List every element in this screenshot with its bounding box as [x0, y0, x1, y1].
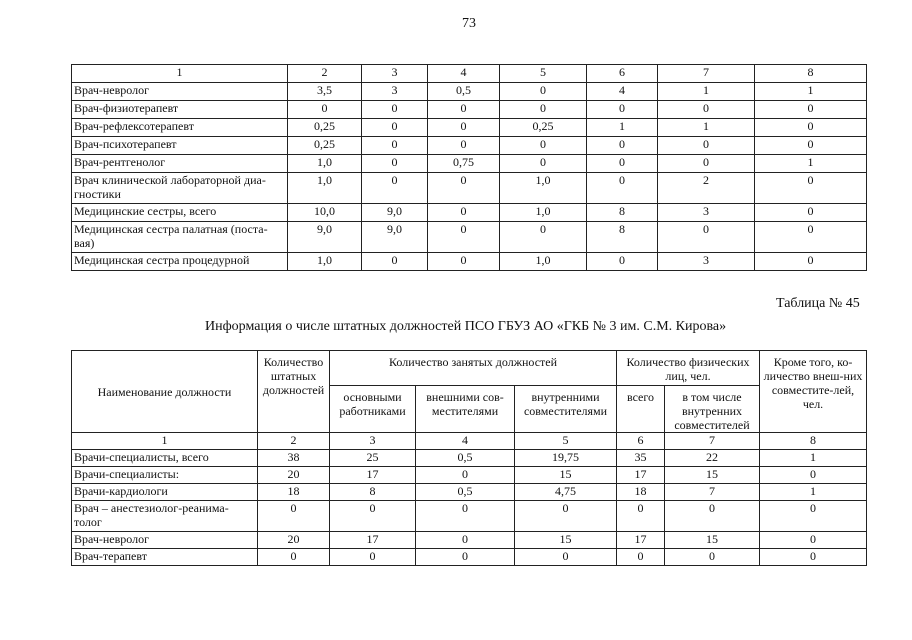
cell: 0	[416, 532, 515, 549]
cell: 0,5	[416, 484, 515, 501]
cell: 0	[288, 101, 362, 119]
cell: 0	[362, 173, 428, 204]
cell: 0	[500, 155, 587, 173]
cell: 7	[665, 484, 760, 501]
col-number: 8	[755, 65, 867, 83]
position-name: Врач-невролог	[72, 83, 288, 101]
cell: 0	[362, 137, 428, 155]
cell: 0	[428, 222, 500, 253]
col-number: 4	[428, 65, 500, 83]
cell: 0,75	[428, 155, 500, 173]
table-title: Информация о числе штатных должностей ПСО ГБУЗ АО «ГКБ № 3 им. С.М. Кирова»	[205, 319, 727, 334]
table-row	[72, 173, 867, 204]
header-including-internal: в том числе внутренних совместителей	[665, 386, 760, 433]
cell: 4,75	[515, 484, 617, 501]
cell: 4	[587, 83, 658, 101]
cell: 17	[617, 467, 665, 484]
cell: 0	[428, 204, 500, 222]
cell: 10,0	[288, 204, 362, 222]
header-external-besides: Кроме того, ко-личество внеш-них совместите-лей, чел.	[760, 351, 867, 433]
cell: 3,5	[288, 83, 362, 101]
cell: 0	[416, 549, 515, 566]
cell: 0,25	[500, 119, 587, 137]
cell: 0	[665, 501, 760, 532]
table-header-row	[72, 65, 867, 83]
table-caption: Таблица № 45	[776, 296, 860, 311]
col-number: 8	[760, 433, 867, 450]
header-physical-persons: Количество физических лиц, чел.	[617, 351, 760, 386]
position-name: Медицинская сестра палатная (поста-вая)	[72, 222, 288, 253]
cell: 0	[755, 173, 867, 204]
col-number: 3	[330, 433, 416, 450]
cell: 0	[587, 101, 658, 119]
cell: 1	[755, 83, 867, 101]
cell: 9,0	[362, 222, 428, 253]
table-row	[72, 83, 867, 101]
header-total: всего	[617, 386, 665, 433]
cell: 15	[665, 467, 760, 484]
cell: 0	[587, 137, 658, 155]
cell: 0,5	[416, 450, 515, 467]
cell: 1	[658, 119, 755, 137]
cell: 0	[428, 101, 500, 119]
cell: 0	[428, 119, 500, 137]
cell: 0	[755, 204, 867, 222]
table-row	[72, 549, 867, 566]
table-row	[72, 532, 867, 549]
col-number: 7	[665, 433, 760, 450]
table-row	[72, 222, 867, 253]
cell: 0	[760, 532, 867, 549]
header-internal-part-time: внутренними совместителями	[515, 386, 617, 433]
table-row	[72, 450, 867, 467]
position-name: Врачи-специалисты:	[72, 467, 258, 484]
position-name: Врач – анестезиолог-реанима-толог	[72, 501, 258, 532]
header-position-name: Наименование должности	[72, 351, 258, 433]
cell: 0	[760, 501, 867, 532]
position-name: Врачи-кардиологи	[72, 484, 258, 501]
cell: 0	[515, 549, 617, 566]
cell: 0	[617, 501, 665, 532]
cell: 8	[587, 222, 658, 253]
cell: 15	[515, 467, 617, 484]
table-row	[72, 253, 867, 271]
cell: 8	[587, 204, 658, 222]
position-name: Врач-рефлексотерапевт	[72, 119, 288, 137]
col-number: 1	[72, 65, 288, 83]
cell: 0	[658, 222, 755, 253]
cell: 35	[617, 450, 665, 467]
table-row	[72, 155, 867, 173]
table-header-row	[72, 351, 867, 386]
cell: 0,25	[288, 119, 362, 137]
cell: 0	[330, 501, 416, 532]
position-name: Медицинская сестра процедурной	[72, 253, 288, 271]
cell: 0	[330, 549, 416, 566]
cell: 0	[362, 119, 428, 137]
cell: 0	[760, 467, 867, 484]
col-number: 3	[362, 65, 428, 83]
cell: 1	[658, 83, 755, 101]
cell: 1,0	[288, 173, 362, 204]
cell: 0	[755, 253, 867, 271]
cell: 22	[665, 450, 760, 467]
cell: 8	[330, 484, 416, 501]
cell: 0	[500, 101, 587, 119]
col-number: 7	[658, 65, 755, 83]
cell: 0	[258, 501, 330, 532]
cell: 0	[258, 549, 330, 566]
cell: 0	[587, 253, 658, 271]
table-row	[72, 204, 867, 222]
header-external-part-time: внешними сов-местителями	[416, 386, 515, 433]
staff-positions-table	[71, 350, 867, 566]
cell: 1,0	[288, 155, 362, 173]
cell: 20	[258, 532, 330, 549]
cell: 2	[658, 173, 755, 204]
col-number: 5	[515, 433, 617, 450]
cell: 20	[258, 467, 330, 484]
cell: 0	[617, 549, 665, 566]
col-number: 4	[416, 433, 515, 450]
header-staff-positions: Количество штатных должностей	[258, 351, 330, 433]
position-name: Врач-психотерапевт	[72, 137, 288, 155]
cell: 15	[665, 532, 760, 549]
cell: 19,75	[515, 450, 617, 467]
cell: 17	[330, 467, 416, 484]
cell: 0	[665, 549, 760, 566]
cell: 0	[362, 253, 428, 271]
cell: 3	[658, 204, 755, 222]
cell: 17	[617, 532, 665, 549]
cell: 0	[755, 137, 867, 155]
col-number: 2	[258, 433, 330, 450]
cell: 1	[755, 155, 867, 173]
cell: 0	[755, 119, 867, 137]
position-name: Врач-рентгенолог	[72, 155, 288, 173]
table-row	[72, 467, 867, 484]
cell: 0,5	[428, 83, 500, 101]
cell: 0	[500, 83, 587, 101]
cell: 9,0	[362, 204, 428, 222]
position-name: Врач-невролог	[72, 532, 258, 549]
cell: 0	[515, 501, 617, 532]
cell: 0	[587, 155, 658, 173]
cell: 0	[755, 222, 867, 253]
cell: 1,0	[288, 253, 362, 271]
table-row	[72, 501, 867, 532]
cell: 3	[362, 83, 428, 101]
cell: 0	[658, 101, 755, 119]
header-occupied-positions: Количество занятых должностей	[330, 351, 617, 386]
cell: 18	[617, 484, 665, 501]
cell: 1	[760, 450, 867, 467]
cell: 0	[500, 222, 587, 253]
header-main-workers: основными работниками	[330, 386, 416, 433]
cell: 1,0	[500, 173, 587, 204]
cell: 38	[258, 450, 330, 467]
col-number: 6	[587, 65, 658, 83]
cell: 0	[428, 253, 500, 271]
position-name: Медицинские сестры, всего	[72, 204, 288, 222]
table-row	[72, 484, 867, 501]
cell: 0	[587, 173, 658, 204]
table-number-row	[72, 433, 867, 450]
cell: 0	[500, 137, 587, 155]
table-row	[72, 119, 867, 137]
cell: 0	[428, 137, 500, 155]
position-name: Врач-физиотерапевт	[72, 101, 288, 119]
cell: 1,0	[500, 253, 587, 271]
cell: 0	[755, 101, 867, 119]
cell: 3	[658, 253, 755, 271]
cell: 0	[428, 173, 500, 204]
cell: 0	[760, 549, 867, 566]
cell: 25	[330, 450, 416, 467]
page-number: 73	[462, 16, 476, 31]
cell: 0,25	[288, 137, 362, 155]
cell: 0	[658, 155, 755, 173]
table-row	[72, 137, 867, 155]
cell: 1	[760, 484, 867, 501]
cell: 18	[258, 484, 330, 501]
position-name: Врачи-специалисты, всего	[72, 450, 258, 467]
col-number: 1	[72, 433, 258, 450]
position-name: Врач-терапевт	[72, 549, 258, 566]
col-number: 6	[617, 433, 665, 450]
cell: 0	[416, 501, 515, 532]
table-row	[72, 101, 867, 119]
cell: 17	[330, 532, 416, 549]
cell: 1	[587, 119, 658, 137]
staff-table-continued	[71, 64, 867, 271]
cell: 1,0	[500, 204, 587, 222]
position-name: Врач клинической лабораторной диа-гностики	[72, 173, 288, 204]
col-number: 5	[500, 65, 587, 83]
cell: 15	[515, 532, 617, 549]
cell: 0	[362, 101, 428, 119]
col-number: 2	[288, 65, 362, 83]
cell: 0	[416, 467, 515, 484]
cell: 0	[658, 137, 755, 155]
cell: 9,0	[288, 222, 362, 253]
cell: 0	[362, 155, 428, 173]
